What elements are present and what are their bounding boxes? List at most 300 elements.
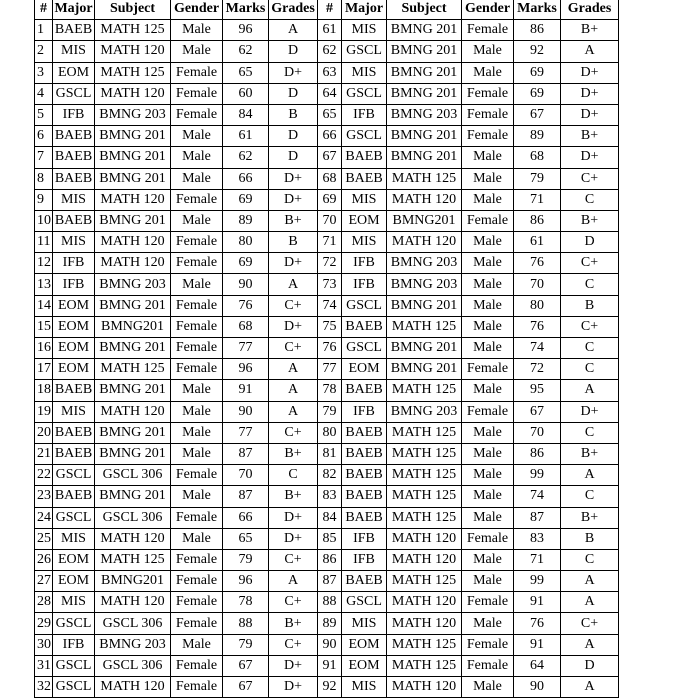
cell-grade-left: A: [269, 20, 318, 41]
cell-gender-left: Male: [171, 401, 223, 422]
cell-marks-left: 65: [223, 62, 269, 83]
cell-index-right: 78: [318, 380, 342, 401]
cell-gender-right: Female: [462, 126, 514, 147]
cell-major-right: EOM: [342, 210, 387, 231]
table-row: [35, 104, 619, 125]
cell-marks-left: 90: [223, 401, 269, 422]
cell-grade-right: B+: [561, 507, 619, 528]
cell-gender-right: Female: [462, 634, 514, 655]
cell-index-left: 5: [35, 104, 53, 125]
cell-major-right: BAEB: [342, 507, 387, 528]
header-subject-left: Subject: [95, 0, 171, 20]
cell-gender-left: Male: [171, 634, 223, 655]
cell-grade-left: D+: [269, 62, 318, 83]
header-major-right: Major: [342, 0, 387, 20]
cell-grade-right: D+: [561, 62, 619, 83]
cell-subject-left: MATH 125: [95, 549, 171, 570]
cell-major-left: IFB: [53, 104, 95, 125]
cell-marks-right: 79: [514, 168, 561, 189]
table-row: [35, 655, 619, 676]
cell-major-right: GSCL: [342, 592, 387, 613]
cell-major-left: BAEB: [53, 443, 95, 464]
cell-marks-left: 88: [223, 613, 269, 634]
cell-major-left: MIS: [53, 401, 95, 422]
cell-gender-left: Female: [171, 613, 223, 634]
cell-major-right: BAEB: [342, 443, 387, 464]
cell-index-right: 75: [318, 316, 342, 337]
cell-gender-right: Male: [462, 549, 514, 570]
cell-subject-right: MATH 120: [387, 592, 462, 613]
header-major-left: Major: [53, 0, 95, 20]
cell-subject-left: BMNG 201: [95, 380, 171, 401]
cell-marks-left: 84: [223, 104, 269, 125]
table-row: [35, 465, 619, 486]
cell-subject-right: BMNG 201: [387, 126, 462, 147]
cell-major-right: MIS: [342, 613, 387, 634]
table-row: [35, 62, 619, 83]
header-gender-left: Gender: [171, 0, 223, 20]
cell-marks-left: 67: [223, 655, 269, 676]
cell-index-right: 84: [318, 507, 342, 528]
cell-subject-right: BMNG 201: [387, 20, 462, 41]
table-row: [35, 232, 619, 253]
cell-gender-left: Male: [171, 486, 223, 507]
cell-subject-left: MATH 120: [95, 253, 171, 274]
cell-grade-left: B+: [269, 210, 318, 231]
cell-marks-left: 76: [223, 295, 269, 316]
table-row: [35, 528, 619, 549]
cell-subject-left: BMNG 201: [95, 295, 171, 316]
cell-grade-left: C: [269, 465, 318, 486]
cell-major-right: BAEB: [342, 422, 387, 443]
cell-major-right: GSCL: [342, 126, 387, 147]
cell-marks-left: 69: [223, 253, 269, 274]
cell-marks-right: 67: [514, 104, 561, 125]
cell-grade-left: C+: [269, 549, 318, 570]
cell-index-left: 31: [35, 655, 53, 676]
cell-subject-right: MATH 125: [387, 380, 462, 401]
cell-subject-left: MATH 120: [95, 401, 171, 422]
cell-grade-right: D+: [561, 401, 619, 422]
cell-index-right: 91: [318, 655, 342, 676]
cell-major-right: IFB: [342, 549, 387, 570]
cell-index-left: 6: [35, 126, 53, 147]
cell-marks-left: 96: [223, 20, 269, 41]
cell-index-left: 15: [35, 316, 53, 337]
cell-major-right: MIS: [342, 677, 387, 698]
cell-major-left: MIS: [53, 592, 95, 613]
header-marks-right: Marks: [514, 0, 561, 20]
cell-subject-left: BMNG 201: [95, 147, 171, 168]
cell-marks-left: 69: [223, 189, 269, 210]
cell-subject-left: MATH 120: [95, 592, 171, 613]
cell-grade-right: C: [561, 422, 619, 443]
cell-index-left: 25: [35, 528, 53, 549]
cell-grade-left: C+: [269, 422, 318, 443]
cell-gender-left: Male: [171, 380, 223, 401]
cell-subject-left: BMNG 201: [95, 443, 171, 464]
table-row: [35, 380, 619, 401]
cell-major-right: GSCL: [342, 295, 387, 316]
cell-grade-right: C: [561, 486, 619, 507]
cell-major-right: MIS: [342, 62, 387, 83]
cell-gender-left: Female: [171, 571, 223, 592]
cell-subject-left: BMNG 201: [95, 168, 171, 189]
table-row: [35, 486, 619, 507]
cell-marks-left: 96: [223, 359, 269, 380]
cell-major-right: IFB: [342, 253, 387, 274]
cell-subject-right: MATH 125: [387, 168, 462, 189]
header-index-right: #: [318, 0, 342, 20]
cell-index-right: 89: [318, 613, 342, 634]
cell-gender-right: Female: [462, 655, 514, 676]
cell-marks-right: 67: [514, 401, 561, 422]
cell-marks-right: 91: [514, 634, 561, 655]
cell-marks-left: 87: [223, 486, 269, 507]
cell-marks-left: 65: [223, 528, 269, 549]
cell-major-right: BAEB: [342, 168, 387, 189]
cell-gender-left: Male: [171, 41, 223, 62]
cell-index-left: 27: [35, 571, 53, 592]
cell-subject-left: MATH 120: [95, 232, 171, 253]
cell-subject-left: MATH 125: [95, 359, 171, 380]
cell-index-left: 3: [35, 62, 53, 83]
cell-index-right: 86: [318, 549, 342, 570]
cell-gender-left: Female: [171, 655, 223, 676]
table-row: [35, 20, 619, 41]
cell-grade-right: C+: [561, 168, 619, 189]
cell-major-left: GSCL: [53, 655, 95, 676]
cell-index-left: 22: [35, 465, 53, 486]
cell-grade-left: C+: [269, 338, 318, 359]
table-body: [35, 20, 619, 698]
cell-major-right: IFB: [342, 401, 387, 422]
cell-marks-right: 89: [514, 126, 561, 147]
cell-subject-left: GSCL 306: [95, 465, 171, 486]
cell-major-left: EOM: [53, 549, 95, 570]
cell-major-left: BAEB: [53, 126, 95, 147]
cell-subject-right: MATH 120: [387, 232, 462, 253]
header-grades-right: Grades: [561, 0, 619, 20]
table-row: [35, 210, 619, 231]
cell-major-left: GSCL: [53, 677, 95, 698]
cell-subject-left: BMNG201: [95, 316, 171, 337]
table-row: [35, 338, 619, 359]
cell-subject-left: MATH 120: [95, 677, 171, 698]
cell-grade-right: C: [561, 189, 619, 210]
cell-major-left: GSCL: [53, 83, 95, 104]
cell-index-left: 23: [35, 486, 53, 507]
cell-grade-left: D: [269, 41, 318, 62]
cell-gender-right: Male: [462, 274, 514, 295]
cell-major-left: IFB: [53, 634, 95, 655]
cell-grade-left: D+: [269, 168, 318, 189]
cell-grade-right: B: [561, 295, 619, 316]
cell-marks-left: 87: [223, 443, 269, 464]
table-row: [35, 295, 619, 316]
table-row: [35, 592, 619, 613]
cell-grade-right: D: [561, 655, 619, 676]
cell-subject-right: MATH 120: [387, 189, 462, 210]
cell-marks-left: 62: [223, 41, 269, 62]
cell-major-left: MIS: [53, 232, 95, 253]
cell-subject-right: BMNG 203: [387, 274, 462, 295]
cell-marks-right: 71: [514, 549, 561, 570]
cell-index-left: 2: [35, 41, 53, 62]
cell-index-left: 21: [35, 443, 53, 464]
cell-marks-left: 80: [223, 232, 269, 253]
cell-grade-left: D: [269, 147, 318, 168]
cell-grade-right: B: [561, 528, 619, 549]
cell-major-right: MIS: [342, 20, 387, 41]
cell-index-right: 76: [318, 338, 342, 359]
header-row: [35, 0, 619, 20]
cell-index-right: 82: [318, 465, 342, 486]
table-row: [35, 359, 619, 380]
cell-gender-left: Male: [171, 210, 223, 231]
table-row: [35, 126, 619, 147]
cell-marks-right: 76: [514, 613, 561, 634]
cell-marks-left: 61: [223, 126, 269, 147]
cell-grade-right: A: [561, 465, 619, 486]
cell-marks-right: 70: [514, 274, 561, 295]
table-row: [35, 41, 619, 62]
cell-marks-left: 77: [223, 338, 269, 359]
cell-gender-right: Female: [462, 210, 514, 231]
cell-subject-left: BMNG 201: [95, 338, 171, 359]
cell-major-right: BAEB: [342, 465, 387, 486]
cell-index-right: 79: [318, 401, 342, 422]
cell-subject-left: MATH 125: [95, 62, 171, 83]
cell-subject-right: BMNG 201: [387, 83, 462, 104]
cell-subject-right: BMNG201: [387, 210, 462, 231]
cell-major-left: BAEB: [53, 168, 95, 189]
cell-subject-left: GSCL 306: [95, 507, 171, 528]
cell-index-left: 8: [35, 168, 53, 189]
cell-gender-left: Female: [171, 465, 223, 486]
cell-index-right: 70: [318, 210, 342, 231]
cell-major-left: EOM: [53, 338, 95, 359]
table-row: [35, 634, 619, 655]
cell-marks-right: 69: [514, 83, 561, 104]
cell-index-left: 4: [35, 83, 53, 104]
cell-grade-left: A: [269, 401, 318, 422]
cell-grade-right: A: [561, 634, 619, 655]
cell-marks-right: 69: [514, 62, 561, 83]
cell-grade-right: C: [561, 549, 619, 570]
table-row: [35, 253, 619, 274]
cell-gender-left: Male: [171, 20, 223, 41]
cell-subject-right: MATH 125: [387, 422, 462, 443]
cell-subject-left: MATH 125: [95, 20, 171, 41]
cell-index-right: 77: [318, 359, 342, 380]
cell-gender-right: Male: [462, 443, 514, 464]
cell-gender-left: Male: [171, 274, 223, 295]
cell-gender-right: Male: [462, 62, 514, 83]
cell-subject-left: BMNG 201: [95, 210, 171, 231]
cell-subject-right: MATH 125: [387, 507, 462, 528]
cell-major-left: EOM: [53, 62, 95, 83]
cell-index-left: 28: [35, 592, 53, 613]
cell-grade-left: A: [269, 571, 318, 592]
cell-marks-right: 68: [514, 147, 561, 168]
cell-index-right: 85: [318, 528, 342, 549]
cell-gender-left: Female: [171, 104, 223, 125]
cell-gender-right: Male: [462, 380, 514, 401]
cell-gender-left: Female: [171, 677, 223, 698]
cell-marks-left: 89: [223, 210, 269, 231]
cell-grade-left: D+: [269, 655, 318, 676]
header-subject-right: Subject: [387, 0, 462, 20]
cell-index-right: 66: [318, 126, 342, 147]
cell-subject-right: MATH 125: [387, 443, 462, 464]
cell-grade-left: B: [269, 104, 318, 125]
cell-index-right: 73: [318, 274, 342, 295]
cell-subject-right: MATH 120: [387, 677, 462, 698]
cell-major-right: EOM: [342, 655, 387, 676]
cell-marks-right: 99: [514, 465, 561, 486]
cell-major-right: GSCL: [342, 338, 387, 359]
cell-index-right: 71: [318, 232, 342, 253]
cell-subject-right: BMNG 203: [387, 104, 462, 125]
table-row: [35, 677, 619, 698]
cell-gender-left: Female: [171, 316, 223, 337]
cell-subject-right: MATH 120: [387, 613, 462, 634]
cell-index-right: 69: [318, 189, 342, 210]
cell-gender-right: Female: [462, 528, 514, 549]
cell-index-right: 72: [318, 253, 342, 274]
cell-index-left: 9: [35, 189, 53, 210]
cell-subject-right: MATH 125: [387, 655, 462, 676]
cell-grade-left: D+: [269, 316, 318, 337]
cell-grade-right: B+: [561, 443, 619, 464]
cell-subject-left: MATH 120: [95, 41, 171, 62]
cell-gender-left: Female: [171, 232, 223, 253]
cell-major-right: BAEB: [342, 380, 387, 401]
cell-grade-left: D+: [269, 189, 318, 210]
cell-index-left: 10: [35, 210, 53, 231]
table-row: [35, 422, 619, 443]
cell-marks-right: 86: [514, 20, 561, 41]
cell-gender-left: Female: [171, 549, 223, 570]
cell-index-right: 81: [318, 443, 342, 464]
cell-grade-left: C+: [269, 592, 318, 613]
cell-index-right: 90: [318, 634, 342, 655]
cell-marks-right: 80: [514, 295, 561, 316]
cell-gender-left: Female: [171, 338, 223, 359]
cell-subject-right: MATH 125: [387, 634, 462, 655]
cell-index-left: 16: [35, 338, 53, 359]
cell-gender-right: Male: [462, 41, 514, 62]
cell-subject-right: MATH 120: [387, 549, 462, 570]
cell-gender-right: Male: [462, 613, 514, 634]
cell-index-right: 87: [318, 571, 342, 592]
cell-subject-left: BMNG 201: [95, 126, 171, 147]
cell-grade-left: D+: [269, 507, 318, 528]
table-row: [35, 274, 619, 295]
cell-marks-left: 79: [223, 634, 269, 655]
cell-subject-left: GSCL 306: [95, 613, 171, 634]
cell-subject-right: BMNG 201: [387, 62, 462, 83]
cell-major-left: BAEB: [53, 422, 95, 443]
cell-index-right: 62: [318, 41, 342, 62]
cell-gender-right: Male: [462, 465, 514, 486]
table-row: [35, 443, 619, 464]
cell-major-right: IFB: [342, 274, 387, 295]
cell-index-right: 64: [318, 83, 342, 104]
cell-grade-right: D: [561, 232, 619, 253]
grades-table: [34, 0, 619, 698]
cell-subject-right: MATH 125: [387, 316, 462, 337]
cell-index-left: 29: [35, 613, 53, 634]
table-row: [35, 571, 619, 592]
cell-marks-left: 96: [223, 571, 269, 592]
cell-marks-right: 76: [514, 253, 561, 274]
cell-gender-left: Female: [171, 83, 223, 104]
cell-marks-left: 67: [223, 677, 269, 698]
cell-gender-left: Female: [171, 592, 223, 613]
cell-grade-left: D+: [269, 528, 318, 549]
cell-subject-right: MATH 125: [387, 571, 462, 592]
cell-marks-right: 74: [514, 338, 561, 359]
cell-marks-right: 61: [514, 232, 561, 253]
cell-major-right: EOM: [342, 634, 387, 655]
cell-subject-right: BMNG 201: [387, 41, 462, 62]
cell-major-left: BAEB: [53, 210, 95, 231]
cell-subject-right: MATH 125: [387, 465, 462, 486]
cell-major-right: MIS: [342, 189, 387, 210]
cell-grade-right: C: [561, 274, 619, 295]
cell-major-right: GSCL: [342, 83, 387, 104]
cell-marks-left: 68: [223, 316, 269, 337]
cell-major-left: BAEB: [53, 20, 95, 41]
cell-gender-right: Female: [462, 104, 514, 125]
cell-gender-right: Female: [462, 592, 514, 613]
cell-grade-left: C+: [269, 295, 318, 316]
table-row: [35, 147, 619, 168]
cell-grade-left: A: [269, 380, 318, 401]
cell-marks-left: 79: [223, 549, 269, 570]
cell-grade-right: A: [561, 592, 619, 613]
cell-marks-left: 60: [223, 83, 269, 104]
cell-major-left: GSCL: [53, 507, 95, 528]
cell-grade-right: C+: [561, 316, 619, 337]
cell-marks-right: 87: [514, 507, 561, 528]
cell-gender-right: Male: [462, 486, 514, 507]
cell-grade-left: D+: [269, 677, 318, 698]
cell-major-left: MIS: [53, 41, 95, 62]
cell-index-left: 30: [35, 634, 53, 655]
cell-marks-right: 70: [514, 422, 561, 443]
cell-grade-left: D: [269, 83, 318, 104]
cell-gender-right: Male: [462, 253, 514, 274]
header-gender-right: Gender: [462, 0, 514, 20]
cell-gender-right: Male: [462, 422, 514, 443]
cell-marks-right: 72: [514, 359, 561, 380]
cell-subject-right: BMNG 201: [387, 147, 462, 168]
cell-grade-left: B+: [269, 613, 318, 634]
cell-grade-left: B: [269, 232, 318, 253]
cell-subject-left: BMNG201: [95, 571, 171, 592]
cell-subject-right: MATH 125: [387, 486, 462, 507]
cell-grade-right: B+: [561, 126, 619, 147]
cell-index-right: 63: [318, 62, 342, 83]
cell-grade-right: C: [561, 359, 619, 380]
table-row: [35, 83, 619, 104]
cell-subject-right: MATH 120: [387, 528, 462, 549]
cell-major-left: MIS: [53, 528, 95, 549]
cell-grade-right: D+: [561, 104, 619, 125]
